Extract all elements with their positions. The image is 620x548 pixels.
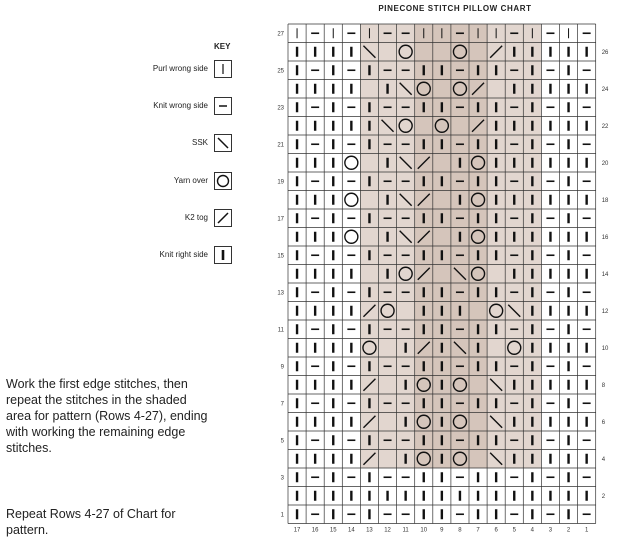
row-number-even: 14 xyxy=(601,271,609,278)
row-number-odd: 23 xyxy=(277,105,284,112)
repeat-instructions: Work the first edge stitches, then repeat the stitches in the shaded area for pattern (Rows 4-27), ending with working the remaining edge stitches. xyxy=(6,377,208,455)
column-number: 7 xyxy=(476,527,480,534)
yarn-over-symbol-icon xyxy=(345,230,358,243)
column-number: 6 xyxy=(494,527,498,534)
column-number: 11 xyxy=(402,527,409,534)
column-number: 9 xyxy=(440,527,444,534)
column-number: 14 xyxy=(348,527,355,534)
row-number-odd: 27 xyxy=(277,31,284,38)
row-number-odd: 13 xyxy=(277,290,284,297)
chart-title: PINECONE STITCH PILLOW CHART xyxy=(378,4,532,13)
key-label: SSK xyxy=(191,138,208,147)
column-number: 4 xyxy=(530,527,535,534)
row-number-odd: 25 xyxy=(277,68,284,75)
row-number-even: 12 xyxy=(601,308,609,315)
row-number-odd: 15 xyxy=(277,253,284,260)
row-number-even: 2 xyxy=(601,493,606,500)
column-number: 13 xyxy=(366,527,373,534)
row-number-even: 10 xyxy=(601,345,609,352)
column-number: 3 xyxy=(548,527,553,534)
row-number-odd: 1 xyxy=(280,512,284,519)
row-number-even: 22 xyxy=(601,123,609,130)
key-label: Purl wrong side xyxy=(152,64,208,73)
key-label: Yarn over xyxy=(173,176,208,185)
column-number: 16 xyxy=(311,527,319,534)
yarn-over-symbol-icon xyxy=(345,193,358,206)
row-number-odd: 11 xyxy=(277,327,284,334)
key-label: Knit right side xyxy=(159,250,208,259)
column-number: 17 xyxy=(293,527,301,534)
row-number-even: 8 xyxy=(601,382,606,389)
row-number-odd: 19 xyxy=(277,179,284,186)
row-number-even: 16 xyxy=(601,234,609,241)
row-number-odd: 7 xyxy=(280,401,284,408)
column-number: 8 xyxy=(458,527,462,534)
row-number-odd: 5 xyxy=(280,438,284,445)
key-title: KEY xyxy=(214,42,231,51)
row-number-odd: 9 xyxy=(280,364,284,371)
row-number-even: 6 xyxy=(601,419,606,426)
repeat-rows-note: Repeat Rows 4-27 of Chart for pattern. xyxy=(6,507,176,537)
row-number-even: 20 xyxy=(601,160,609,167)
row-number-even: 26 xyxy=(601,49,609,56)
key-label: K2 tog xyxy=(184,213,208,222)
row-number-odd: 17 xyxy=(277,216,284,223)
row-number-even: 18 xyxy=(601,197,609,204)
row-number-even: 24 xyxy=(601,86,609,93)
yarn-over-symbol-icon xyxy=(345,156,358,169)
column-number: 15 xyxy=(329,527,337,534)
column-number: 2 xyxy=(566,527,571,534)
key-label: Knit wrong side xyxy=(153,101,208,110)
column-number: 1 xyxy=(584,527,589,534)
row-number-even: 4 xyxy=(601,456,606,463)
column-number: 10 xyxy=(420,527,428,534)
column-number: 5 xyxy=(512,527,516,534)
column-number: 12 xyxy=(384,527,391,534)
row-number-odd: 21 xyxy=(277,142,284,149)
row-number-odd: 3 xyxy=(280,475,284,482)
